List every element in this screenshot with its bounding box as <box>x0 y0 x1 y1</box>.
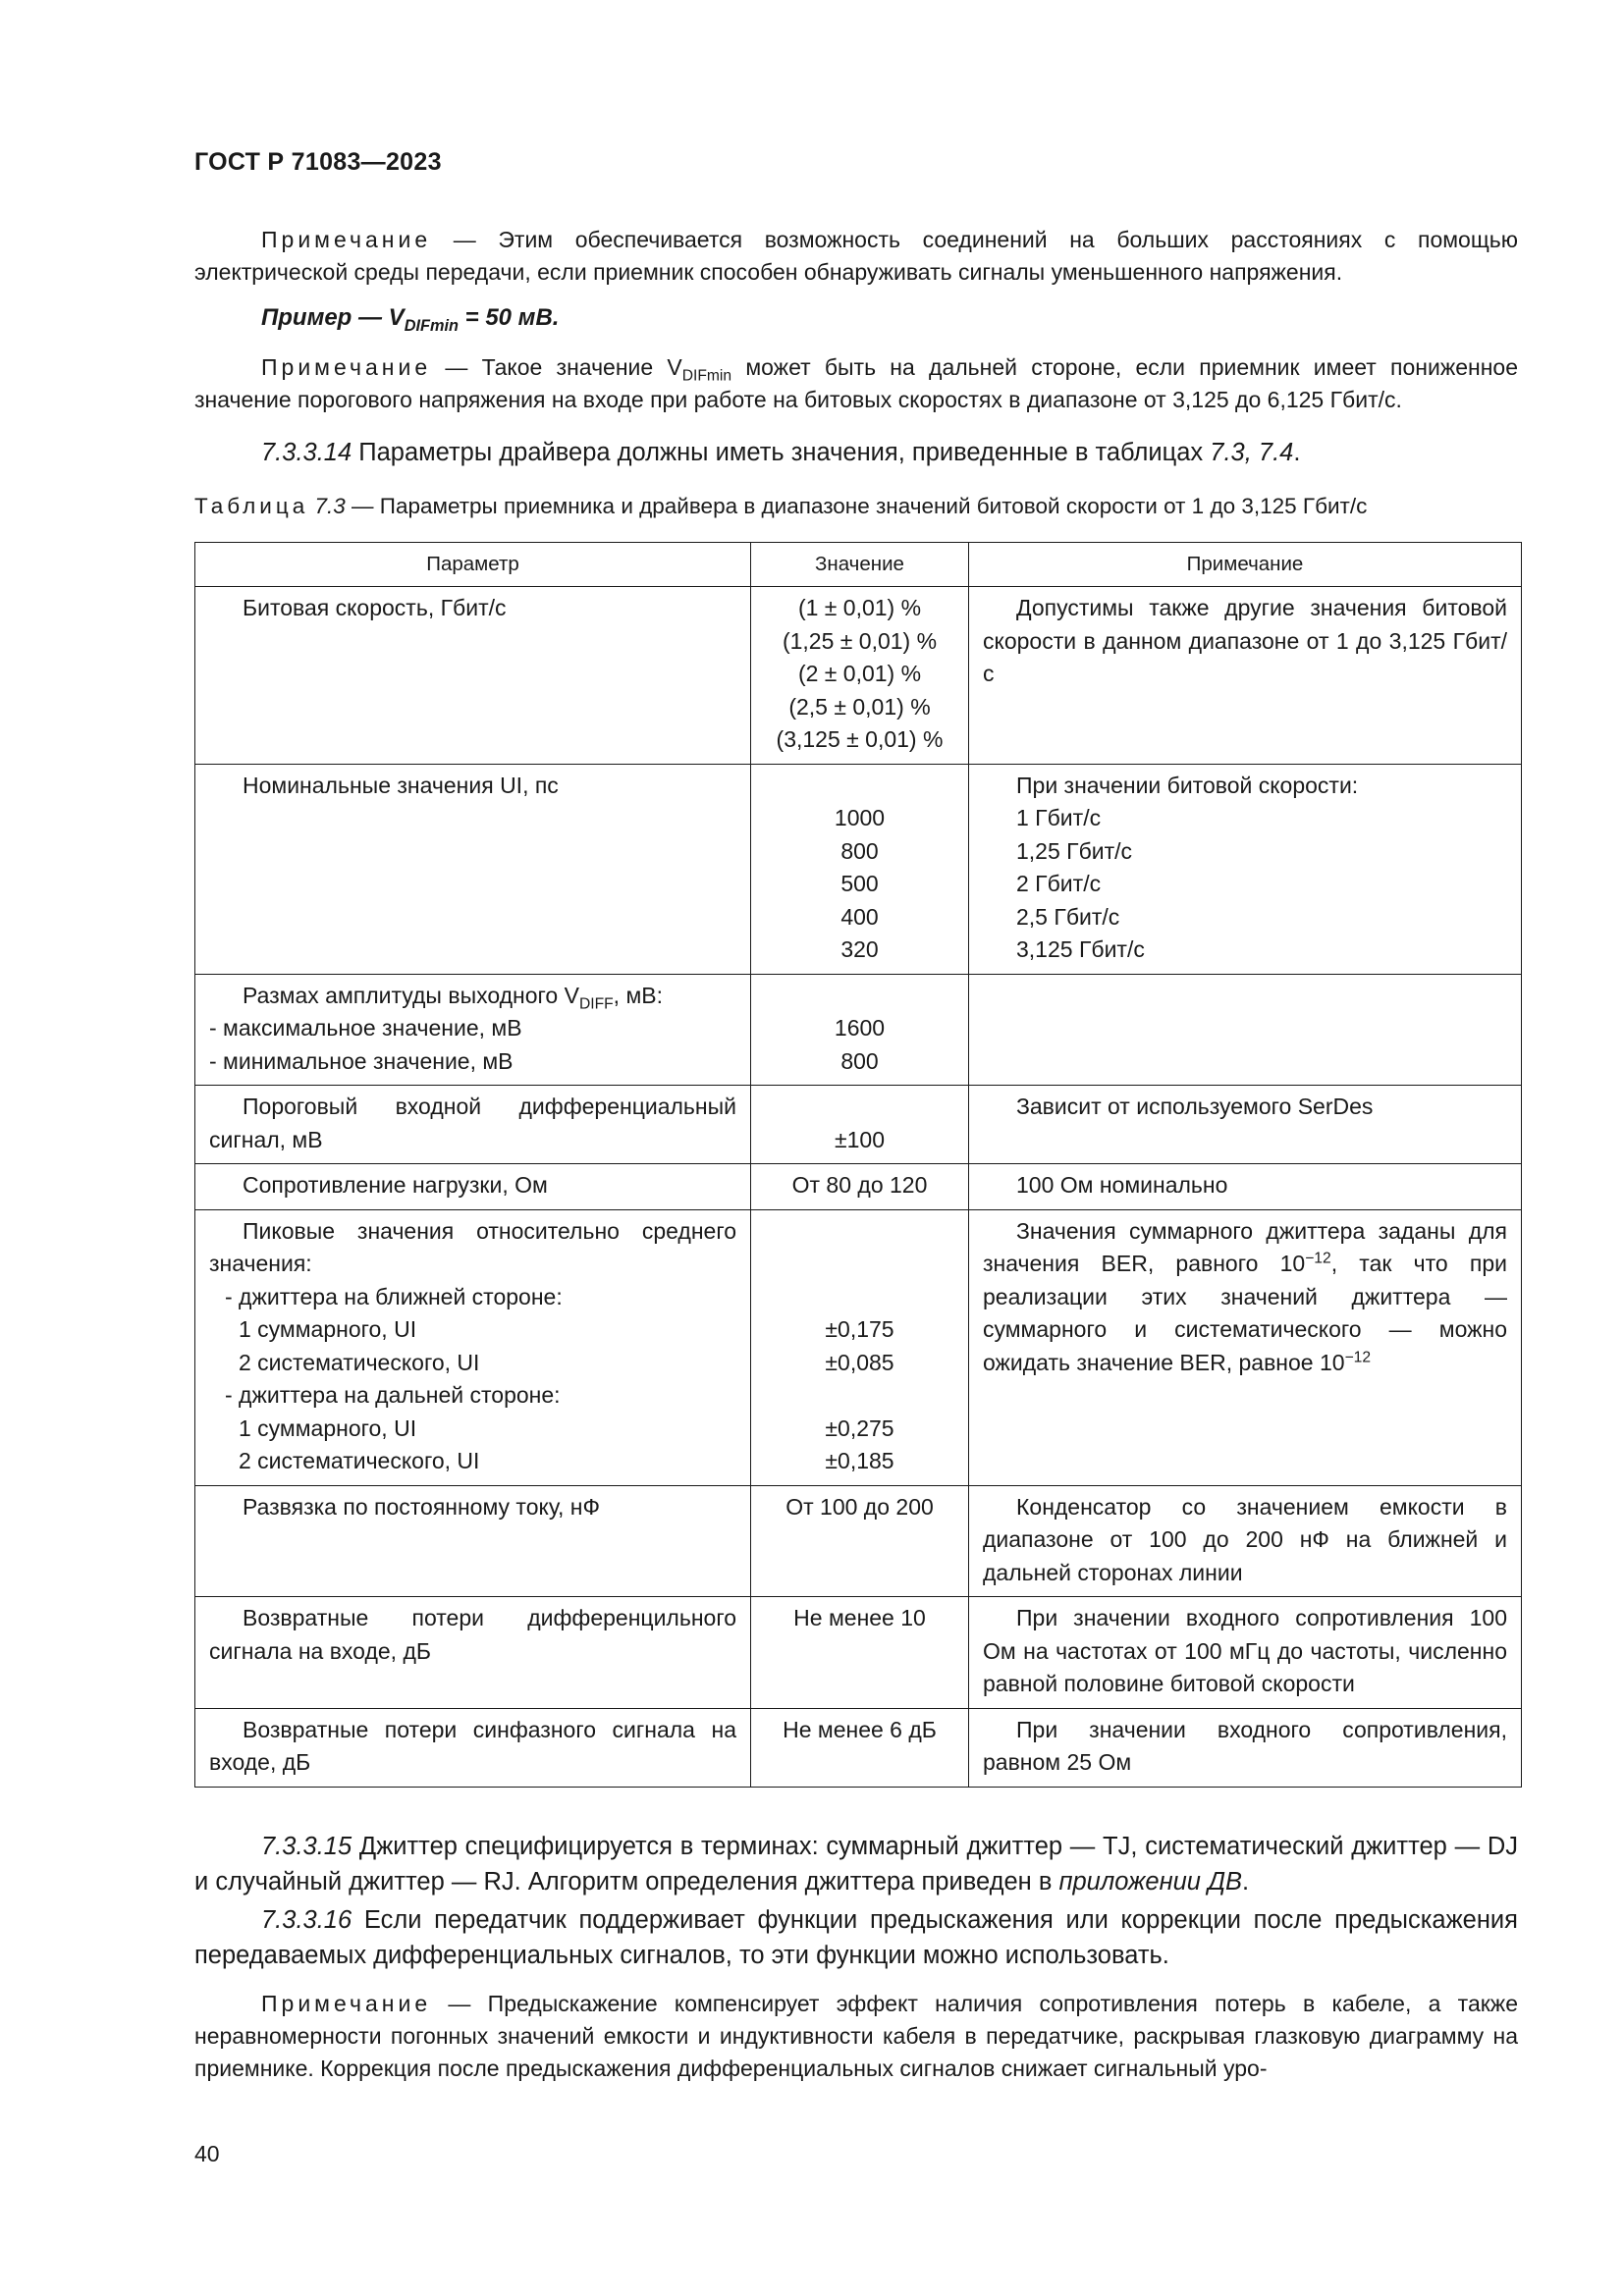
clause-7-3-3-16 <box>194 1902 1518 1973</box>
note-cell: Допустимы также другие значения битовой скорости в данном диапазоне от 1 до 3,125 Гбит/с <box>969 587 1522 765</box>
param-cell: Сопротивление нагрузки, Ом <box>195 1164 751 1210</box>
appendix-reference: приложении ДВ <box>1058 1868 1243 1896</box>
note-cell: При значении входного сопротивления, равном 25 Ом <box>969 1708 1522 1787</box>
clause-number: 7.3.3.14 <box>261 439 352 466</box>
note-cell: Зависит от используемого SerDes <box>969 1086 1522 1164</box>
header-param: Параметр <box>195 543 751 587</box>
table-row <box>195 1209 1522 1485</box>
clause-7-3-3-15 <box>194 1829 1518 1899</box>
table-row <box>195 1086 1522 1164</box>
table-row <box>195 764 1522 974</box>
value-cell: ±0,175 ±0,085 ±0,275 ±0,185 <box>751 1209 969 1485</box>
note-2 <box>194 351 1518 416</box>
note-text: может быть на дальней стороне, если приемник имеет пониженное значение порогового напряжения на входе при работе на битовых скоростях в диапазоне от 3,125 до 6,125 Гбит/с. <box>194 354 1518 412</box>
page-number: 40 <box>194 2141 220 2166</box>
note-text: — Предыскажение компенсирует эффект наличия сопротивления потерь в кабеле, а также неравномерности погонных значений емкости и индуктивности кабеля в передатчике, раскрывая глазковую диаграмму на приемнике. Коррекция после предыскажения дифференциальных сигналов снижает сигнальный уро- <box>194 1991 1518 2081</box>
example <box>194 301 1518 334</box>
note-text: — Этим обеспечивается возможность соединений на больших расстояниях с помощью электрической среды передачи, если приемник способен обнаруживать сигналы уменьшенного напряжения. <box>194 227 1518 285</box>
table-row <box>195 1708 1522 1787</box>
table-row <box>195 587 1522 765</box>
param-cell: Битовая скорость, Гбит/с <box>195 587 751 765</box>
note-sub: DIFmin <box>681 367 732 385</box>
table-header-row <box>195 543 1522 587</box>
param-cell: Размах амплитуды выходного $V_{DIFF}$, мВ: - максимальное значение, мВ - минимальное значение, мВ <box>195 974 751 1086</box>
example-sub: DIFmin <box>404 316 459 335</box>
clause-text: Параметры драйвера должны иметь значения, приведенные в таблицах <box>352 439 1211 466</box>
clause-7-3-3-14 <box>194 435 1518 470</box>
table-row <box>195 974 1522 1086</box>
clause-text: . <box>1293 439 1301 466</box>
table-caption <box>194 494 1530 519</box>
clause-text: . <box>1242 1868 1250 1896</box>
note-cell <box>969 974 1522 1086</box>
value-cell: Не менее 6 дБ <box>751 1708 969 1787</box>
value-cell: ±100 <box>751 1086 969 1164</box>
example-suffix: = 50 мВ. <box>458 304 560 331</box>
note-cell: При значении входного сопротивления 100 Ом на частотах от 100 мГц до частоты, численно равной половине битовой скорости <box>969 1597 1522 1709</box>
caption-text: — Параметры приемника и драйвера в диапазоне значений битовой скорости от 1 до 3,125 Гбит/с <box>345 494 1368 518</box>
param-cell: Пороговый входной дифференциальный сигнал, мВ <box>195 1086 751 1164</box>
value-cell: 1000 800 500 400 320 <box>751 764 969 974</box>
value-cell: От 100 до 200 <box>751 1485 969 1597</box>
value-cell: (1 ± 0,01) % (1,25 ± 0,01) % (2 ± 0,01) % (2,5 ± 0,01) % (3,125 ± 0,01) % <box>751 587 969 765</box>
note-1 <box>194 224 1518 289</box>
note-cell: Значения суммарного джиттера заданы для значения BER, равного $10^{-12}$, так что при реализации этих значений джиттера — суммарного и систематического — можно ожидать значение BER, равное $10^{-12}$ <box>969 1209 1522 1485</box>
note-cell: Конденсатор со значением емкости в диапазоне от 100 до 200 нФ на ближней и дальней сторонах линии <box>969 1485 1522 1597</box>
parameters-table <box>194 542 1522 1788</box>
table-row <box>195 1164 1522 1210</box>
value-cell: От 80 до 120 <box>751 1164 969 1210</box>
table-row <box>195 1485 1522 1597</box>
param-cell: Возвратные потери дифференцильного сигнала на входе, дБ <box>195 1597 751 1709</box>
param-cell: Развязка по постоянному току, нФ <box>195 1485 751 1597</box>
note-3 <box>194 1988 1518 2085</box>
param-cell: Пиковые значения относительно среднего значения: - джиттера на ближней стороне: 1 суммарного, UI 2 систематического, UI - джиттера на дальней стороне: 1 суммарного, UI 2 систематического, UI <box>195 1209 751 1485</box>
caption-number: 7.3 <box>314 494 346 518</box>
table-reference: 7.3, 7.4 <box>1210 439 1294 466</box>
clause-number: 7.3.3.15 <box>261 1833 352 1860</box>
param-cell: Номинальные значения UI, пс <box>195 764 751 974</box>
value-cell: 1600 800 <box>751 974 969 1086</box>
header-value: Значение <box>751 543 969 587</box>
note-cell: 100 Ом номинально <box>969 1164 1522 1210</box>
note-label: Примечание <box>261 227 432 252</box>
note-label: Примечание <box>261 354 432 380</box>
note-text: — Такое значение V <box>431 354 682 380</box>
value-cell: Не менее 10 <box>751 1597 969 1709</box>
table-row <box>195 1597 1522 1709</box>
clause-text: Джиттер специфицируется в терминах: суммарный джиттер — TJ, систематический джиттер — DJ и случайный джиттер — RJ. Алгоритм определения джиттера приведен в <box>194 1833 1518 1896</box>
note-label: Примечание <box>261 1991 432 2016</box>
note-cell: При значении битовой скорости: 1 Гбит/с 1,25 Гбит/с 2 Гбит/с 2,5 Гбит/с 3,125 Гбит/с <box>969 764 1522 974</box>
header-note: Примечание <box>969 543 1522 587</box>
clause-text: Если передатчик поддерживает функции предыскажения или коррекции после предыскажения передаваемых дифференциальных сигналов, то эти функции можно использовать. <box>194 1906 1518 1969</box>
param-cell: Возвратные потери синфазного сигнала на входе, дБ <box>195 1708 751 1787</box>
document-header: ГОСТ Р 71083—2023 <box>194 148 442 176</box>
example-prefix: Пример — V <box>261 304 405 331</box>
clause-number: 7.3.3.16 <box>261 1906 352 1934</box>
caption-label: Таблица <box>194 494 309 518</box>
